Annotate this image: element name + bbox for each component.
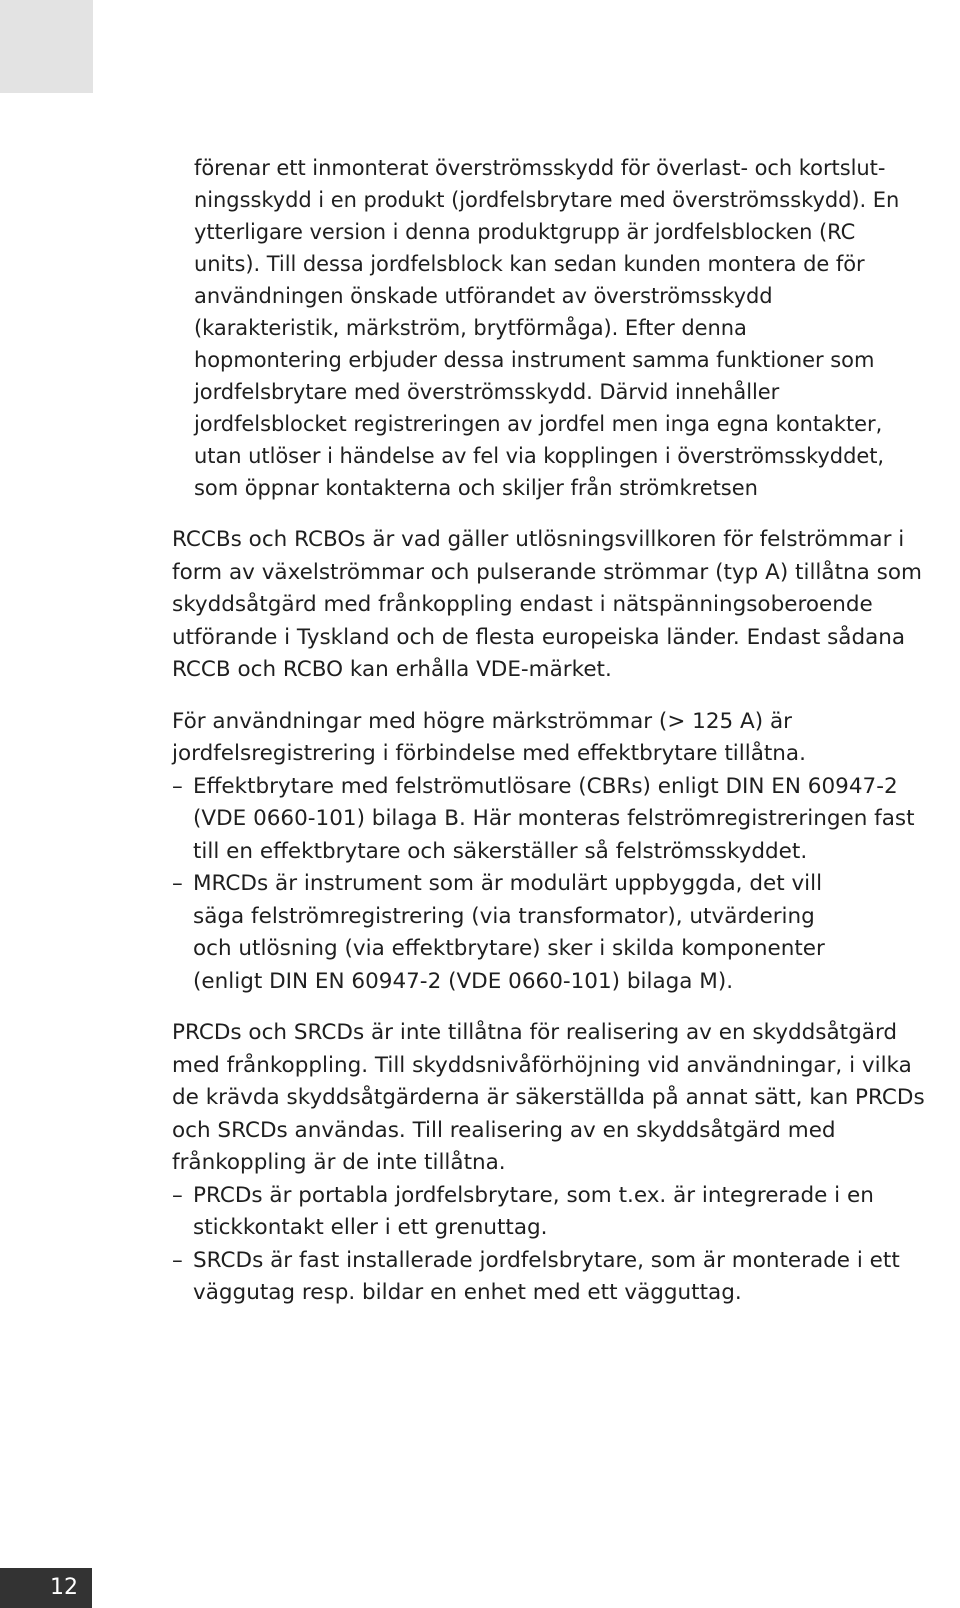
text-line: frånkoppling är de inte tillåtna.	[172, 1150, 506, 1175]
text-line: PRCDs och SRCDs är inte tillåtna för realisering av en skyddsåtgärd	[172, 1020, 898, 1045]
text-line: form av växelströmmar och pulserande strömmar (typ A) tillåtna som	[172, 559, 922, 585]
text-line: utan utlöser i händelse av fel via kopplingen i överströmsskyddet,	[194, 444, 885, 468]
text-line: som öppnar kontakterna och skiljer från strömkretsen	[194, 476, 758, 500]
list-item	[172, 1180, 942, 1245]
text-line: hopmontering erbjuder dessa instrument samma funktioner som	[194, 348, 875, 372]
text-line: med frånkoppling. Till skyddsnivåförhöjning vid användningar, i vilka	[172, 1052, 912, 1078]
intro-paragraph	[194, 152, 942, 504]
text-line: och SRCDs användas. Till realisering av en skyddsåtgärd med	[172, 1117, 836, 1143]
text-line: För användningar med högre märkströmmar (> 125 A) är	[172, 708, 792, 734]
prcd-list	[172, 1180, 942, 1310]
text-line: ningsskydd i en produkt (jordfelsbrytare med överströmsskydd). En	[194, 188, 900, 212]
text-line: skyddsåtgärd med frånkoppling endast i nätspänningsoberoende	[172, 592, 873, 617]
text-line: (VDE 0660-101) bilaga B. Här monteras felströmregistreringen fast	[193, 806, 915, 831]
dash-bullet: –	[172, 1182, 183, 1208]
text-line: väggutag resp. bildar en enhet med ett vägguttag.	[193, 1280, 742, 1305]
text-line: ytterligare version i denna produktgrupp är jordfelsblocken (RC	[194, 220, 856, 244]
text-line: (karakteristik, märkström, brytförmåga). Efter denna	[194, 316, 747, 340]
list-item	[172, 771, 942, 869]
text-line: användningen önskade utförandet av överströmsskydd	[194, 284, 773, 308]
text-line: RCCB och RCBO kan erhålla VDE-märket.	[172, 657, 612, 682]
list-item	[172, 1245, 942, 1310]
text-line: utförande i Tyskland och de flesta europeiska länder. Endast sådana	[172, 624, 906, 650]
rccb-paragraph	[172, 524, 942, 687]
text-line: jordfelsblocket registreringen av jordfel men inga egna kontakter,	[194, 412, 883, 436]
prcd-paragraph	[172, 1017, 942, 1180]
corner-decoration	[0, 0, 93, 93]
text-line: MRCDs är instrument som är modulärt uppbyggda, det vill	[193, 871, 823, 896]
text-line: stickkontakt eller i ett grenuttag.	[193, 1215, 548, 1240]
text-line: (enligt DIN EN 60947-2 (VDE 0660-101) bilaga M).	[193, 968, 734, 994]
text-line: PRCDs är portabla jordfelsbrytare, som t.ex. är integrerade i en	[193, 1182, 874, 1208]
text-line: Effektbrytare med felströmutlösare (CBRs) enligt DIN EN 60947-2	[193, 773, 898, 799]
text-line: förenar ett inmonterat överströmsskydd för överlast- och kortslut-	[194, 156, 886, 180]
text-line: SRCDs är fast installerade jordfelsbrytare, som är monterade i ett	[193, 1247, 900, 1273]
text-line: RCCBs och RCBOs är vad gäller utlösningsvillkoren för felströmmar i	[172, 527, 905, 552]
text-line: units). Till dessa jordfelsblock kan sedan kunden montera de för	[194, 252, 865, 276]
dash-bullet: –	[172, 1247, 183, 1273]
text-line: till en effektbrytare och säkerställer så felströmsskyddet.	[193, 838, 808, 864]
list-item	[172, 868, 942, 998]
dash-bullet: –	[172, 773, 183, 799]
text-line: jordfelsbrytare med överströmsskydd. Därvid innehåller	[194, 380, 780, 404]
high-current-paragraph	[172, 706, 942, 771]
dash-bullet: –	[172, 871, 183, 896]
text-line: jordfelsregistrering i förbindelse med effektbrytare tillåtna.	[172, 741, 806, 766]
text-line: de krävda skyddsåtgärderna är säkerställda på annat sätt, kan PRCDs	[172, 1085, 925, 1110]
page-number: 12	[0, 1568, 92, 1608]
document-body	[172, 152, 942, 1310]
text-line: och utlösning (via effektbrytare) sker i skilda komponenter	[193, 936, 825, 961]
text-line: säga felströmregistrering (via transformator), utvärdering	[193, 903, 815, 929]
high-current-list	[172, 771, 942, 999]
